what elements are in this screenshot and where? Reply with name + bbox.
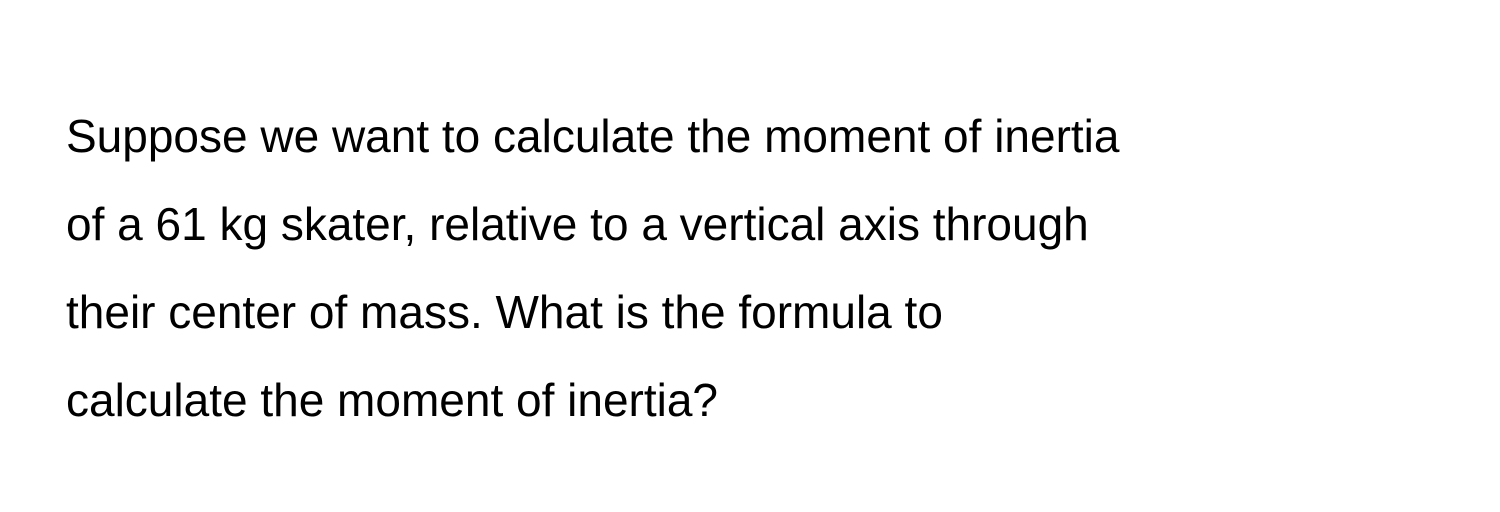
question-line-4: calculate the moment of inertia? [66, 374, 719, 426]
question-line-2: of a 61 kg skater, relative to a vertical axis through [66, 198, 1089, 250]
question-text [66, 92, 1466, 444]
question-line-3: their center of mass. What is the formula to [66, 286, 943, 338]
question-line-1: Suppose we want to calculate the moment of inertia [66, 110, 1120, 162]
